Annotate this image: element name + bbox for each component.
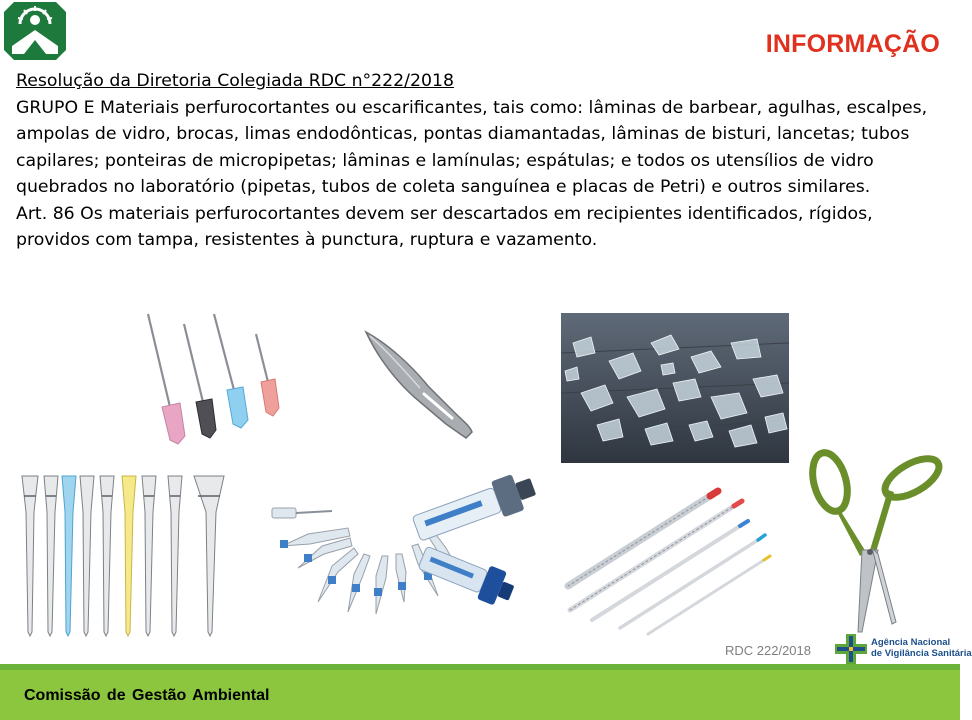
broken-glass-image <box>561 313 789 463</box>
pipette-dispenser-image <box>268 484 546 632</box>
source-reference: RDC 222/2018 <box>725 643 811 658</box>
page-title: INFORMAÇÃO <box>765 30 940 58</box>
scalpel-blade-image <box>362 328 480 440</box>
anvisa-cross-icon <box>835 634 867 664</box>
anvisa-line1: Agência Nacional <box>871 637 951 648</box>
anvisa-line2: de Vigilância Sanitária <box>871 648 972 659</box>
scissors-image <box>808 448 948 638</box>
needles-image <box>140 312 290 448</box>
anvisa-logo <box>835 634 972 664</box>
footer-bar <box>0 670 960 720</box>
serological-pipettes-image <box>562 488 776 638</box>
footer-text: Comissão de Gestão Ambiental <box>24 687 270 704</box>
group-e-paragraph: GRUPO E Materiais perfurocortantes ou escarificantes, tais como: lâminas de barbear, agulhas, escalpes, ampolas de vidro, brocas, limas endodônticas, pontas diamantadas, lâminas de bisturi, lancetas; tubos capilares; ponteiras de micropipetas; lâminas e lamínulas; espátulas; e todos os utensílios de vidro quebrados no laboratório (pipetas, tubos de coleta sanguínea e placas de Petri) e outros similares. <box>16 97 928 197</box>
institution-logo-icon <box>4 2 66 60</box>
resolution-heading: Resolução da Diretoria Colegiada RDC n°222/2018 <box>16 71 454 91</box>
micropipette-tips-image <box>18 472 230 642</box>
article-paragraph: Art. 86 Os materiais perfurocortantes devem ser descartados em recipientes identificados, rígidos, providos com tampa, resistentes à punctura, ruptura e vazamento. <box>16 203 873 250</box>
anvisa-name <box>871 637 972 659</box>
main-text <box>16 68 946 254</box>
